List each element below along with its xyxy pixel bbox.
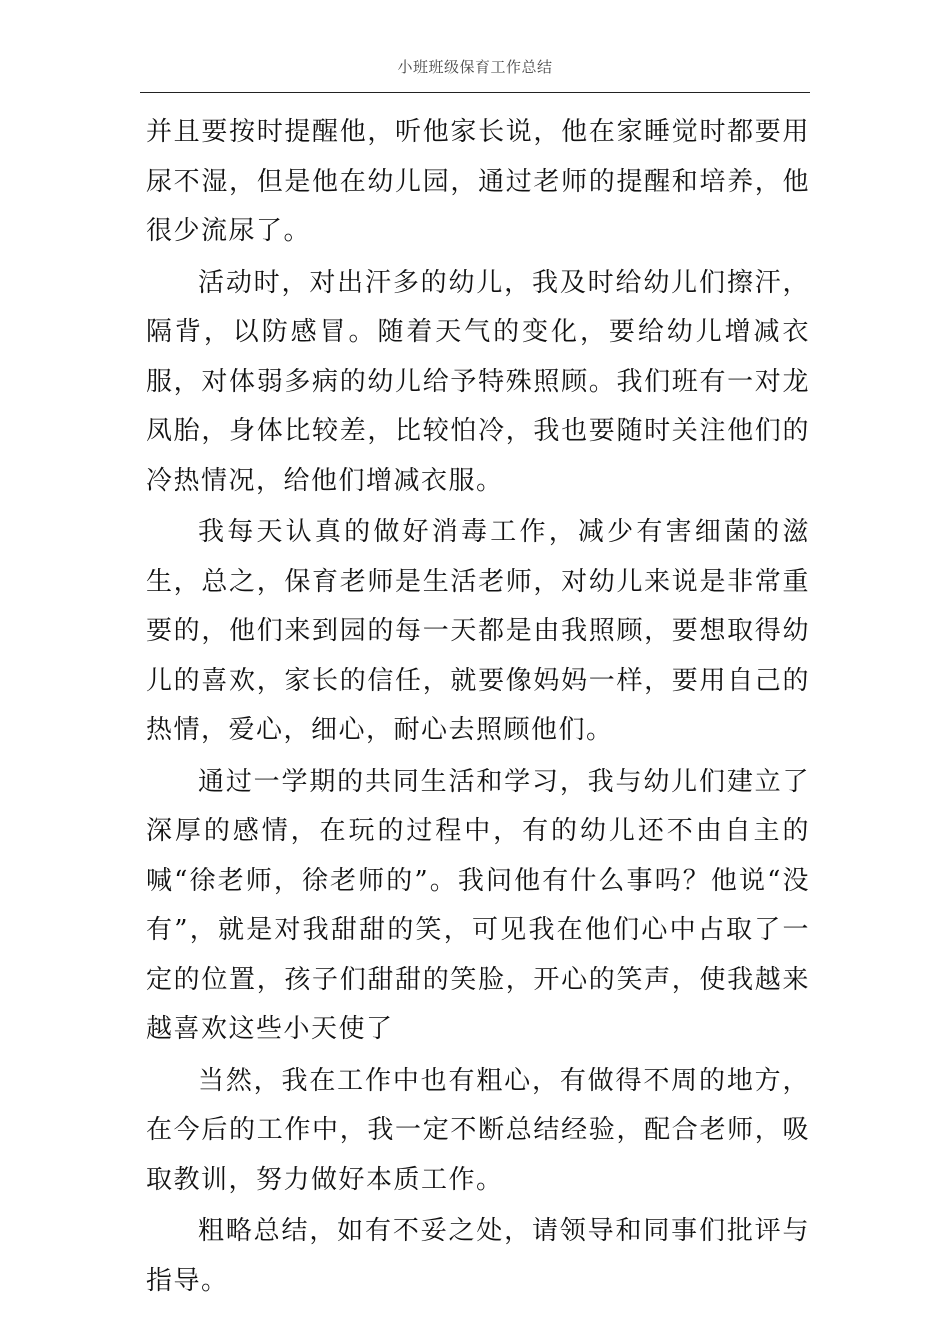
paragraph-5: 当然，我在工作中也有粗心，有做得不周的地方，在今后的工作中，我一定不断总结经验，配合老师，吸取教训，努力做好本质工作。	[146, 1065, 810, 1195]
paragraph-3: 我每天认真的做好消毒工作，减少有害细菌的滋生，总之，保育老师是生活老师，对幼儿来说是非常重要的，他们来到园的每一天都是由我照顾，要想取得幼儿的喜欢，家长的信任，就要像妈妈一样，要用自己的热情，爱心，细心，耐心去照顾他们。	[146, 517, 810, 745]
paragraph-6: 粗略总结，如有不妥之处，请领导和同事们批评与指导。	[146, 1216, 810, 1296]
page-header	[140, 0, 810, 93]
header-title: 小班班级保育工作总结	[397, 58, 553, 76]
document-body	[146, 108, 810, 1308]
paragraph-4: 通过一学期的共同生活和学习，我与幼儿们建立了深厚的感情，在玩的过程中，有的幼儿还不由自主的喊“徐老师，徐老师的”。我问他有什么事吗？他说“没有”，就是对我甜甜的笑，可见我在他们心中占取了一定的位置，孩子们甜甜的笑脸，开心的笑声，使我越来越喜欢这些小天使了	[146, 766, 810, 1044]
paragraph-1: 并且要按时提醒他，听他家长说，他在家睡觉时都要用尿不湿，但是他在幼儿园，通过老师的提醒和培养，他很少流尿了。	[146, 117, 810, 246]
paragraph-2: 活动时，对出汗多的幼儿，我及时给幼儿们擦汗，隔背，以防感冒。随着天气的变化，要给幼儿增减衣服，对体弱多病的幼儿给予特殊照顾。我们班有一对龙凤胎，身体比较差，比较怕冷，我也要随时关注他们的冷热情况，给他们增减衣服。	[146, 267, 810, 496]
